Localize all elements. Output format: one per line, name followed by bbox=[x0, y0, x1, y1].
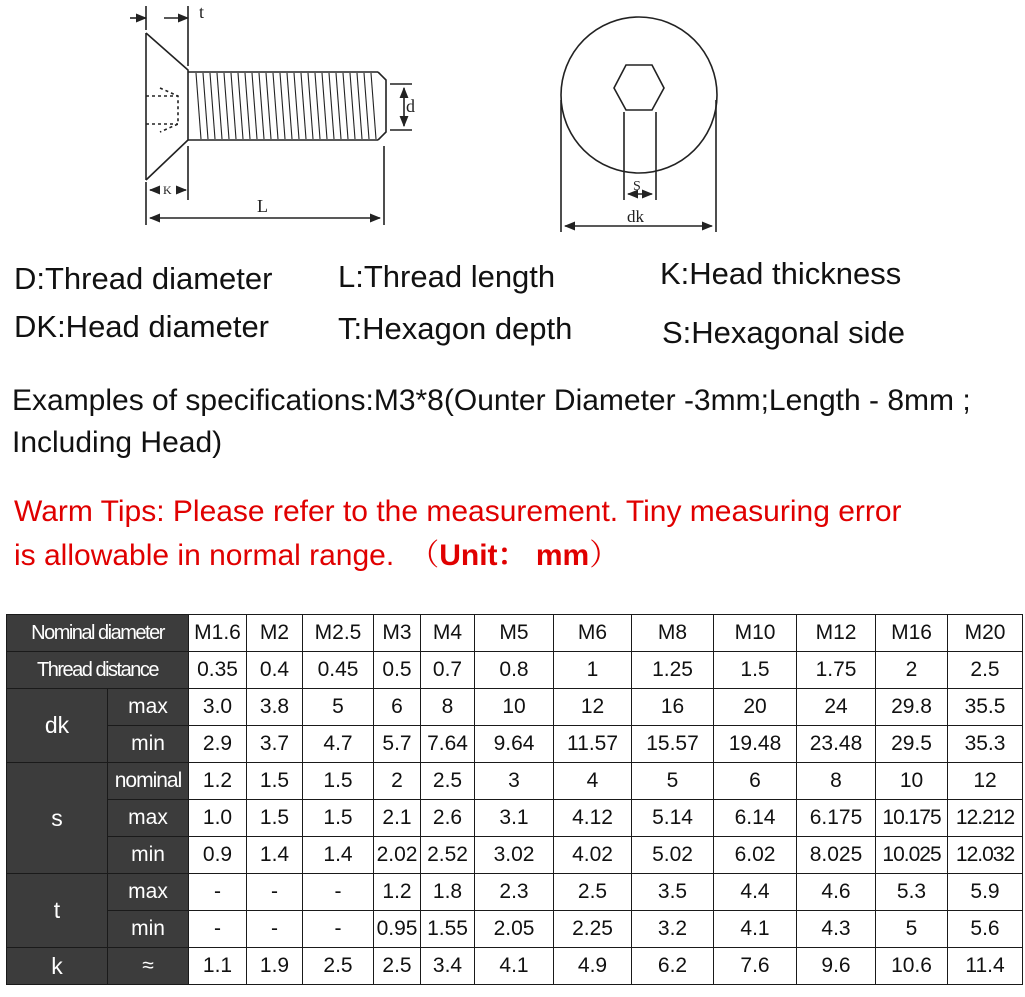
thread-crest-line bbox=[217, 73, 222, 139]
table-row bbox=[7, 726, 1023, 763]
table-cell: 3.5 bbox=[632, 874, 714, 911]
table-cell: 0.4 bbox=[247, 652, 303, 689]
table-cell: 6 bbox=[714, 763, 797, 800]
table-cell: 1.9 bbox=[247, 948, 303, 985]
table-cell: 0.35 bbox=[189, 652, 247, 689]
table-cell: - bbox=[189, 911, 247, 948]
table-cell: 35.5 bbox=[948, 689, 1023, 726]
legend-head-thickness: K:Head thickness bbox=[660, 256, 902, 291]
thread-crest-line bbox=[196, 73, 201, 139]
table-cell: 2.5 bbox=[948, 652, 1023, 689]
d-dim-label: d bbox=[406, 96, 415, 116]
table-cell: 4.1 bbox=[714, 911, 797, 948]
thread-crest-line bbox=[322, 73, 327, 139]
thread-crest-line bbox=[210, 73, 215, 139]
thread-crest-line bbox=[357, 73, 362, 139]
table-cell: 1 bbox=[554, 652, 632, 689]
legend-head-diameter: DK:Head diameter bbox=[14, 309, 270, 344]
size-header-cell: M12 bbox=[797, 615, 876, 652]
size-header-cell: M2 bbox=[247, 615, 303, 652]
table-row bbox=[7, 874, 1023, 911]
table-cell: 2.5 bbox=[554, 874, 632, 911]
table-cell: 3.8 bbox=[247, 689, 303, 726]
size-header-cell: M2.5 bbox=[303, 615, 374, 652]
tips-line-2-text: is allowable in normal range. （ bbox=[14, 539, 440, 572]
table-cell: 2.25 bbox=[554, 911, 632, 948]
table-cell: 10.6 bbox=[876, 948, 948, 985]
table-row bbox=[7, 837, 1023, 874]
legend-hexagon-depth: T:Hexagon depth bbox=[338, 311, 573, 346]
table-cell: 0.8 bbox=[475, 652, 554, 689]
thread-crest-line bbox=[259, 73, 264, 139]
thread-crest-line bbox=[315, 73, 320, 139]
thread-crest-line bbox=[329, 73, 334, 139]
thread-crest-line bbox=[336, 73, 341, 139]
tips-line-1: Warm Tips: Please refer to the measurement. Tiny measuring error bbox=[14, 495, 902, 528]
table-row bbox=[7, 911, 1023, 948]
table-cell: 1.4 bbox=[303, 837, 374, 874]
table-cell: 0.7 bbox=[421, 652, 475, 689]
table-cell: 3 bbox=[475, 763, 554, 800]
table-cell: 8 bbox=[421, 689, 475, 726]
table-cell: 5.3 bbox=[876, 874, 948, 911]
size-header-cell: M8 bbox=[632, 615, 714, 652]
group-header-cell: t bbox=[7, 874, 108, 948]
thread-crest-line bbox=[238, 73, 243, 139]
size-header-cell: M5 bbox=[475, 615, 554, 652]
size-header-cell: M16 bbox=[876, 615, 948, 652]
table-cell: 6 bbox=[374, 689, 421, 726]
table-cell: 0.9 bbox=[189, 837, 247, 874]
table-cell: - bbox=[247, 874, 303, 911]
table-cell: 11.4 bbox=[948, 948, 1023, 985]
thread-crest-line bbox=[231, 73, 236, 139]
table-cell: 1.8 bbox=[421, 874, 475, 911]
sub-header-cell: ≈ bbox=[108, 948, 189, 985]
table-cell: 5 bbox=[632, 763, 714, 800]
size-header-cell: M1.6 bbox=[189, 615, 247, 652]
k-dim-label: K bbox=[163, 183, 172, 197]
table-cell: 1.0 bbox=[189, 800, 247, 837]
table-cell: 9.6 bbox=[797, 948, 876, 985]
table-cell: 8.025 bbox=[797, 837, 876, 874]
table-cell: 0.5 bbox=[374, 652, 421, 689]
size-header-cell: M10 bbox=[714, 615, 797, 652]
thread-crest-line bbox=[280, 73, 285, 139]
table-cell: 1.1 bbox=[189, 948, 247, 985]
thread-crest-line bbox=[203, 73, 208, 139]
table-cell: 9.64 bbox=[475, 726, 554, 763]
table-cell: 2.52 bbox=[421, 837, 475, 874]
table-cell: 1.55 bbox=[421, 911, 475, 948]
example-line-2: Including Head) bbox=[12, 426, 223, 459]
table-cell: 0.95 bbox=[374, 911, 421, 948]
table-row bbox=[7, 800, 1023, 837]
table-cell: 1.4 bbox=[247, 837, 303, 874]
table-row bbox=[7, 948, 1023, 985]
end-view bbox=[561, 17, 717, 232]
table-cell: 4.4 bbox=[714, 874, 797, 911]
table-cell: 3.7 bbox=[247, 726, 303, 763]
table-cell: 2.1 bbox=[374, 800, 421, 837]
thread-crest-line bbox=[273, 73, 278, 139]
table-cell: 7.6 bbox=[714, 948, 797, 985]
table-cell: 2.6 bbox=[421, 800, 475, 837]
table-cell: - bbox=[303, 911, 374, 948]
table-cell: 2 bbox=[374, 763, 421, 800]
screw-technical-drawing bbox=[0, 0, 1025, 250]
sub-header-cell: max bbox=[108, 689, 189, 726]
sub-header-cell: min bbox=[108, 837, 189, 874]
size-header-cell: M20 bbox=[948, 615, 1023, 652]
table-cell: 11.57 bbox=[554, 726, 632, 763]
sub-header-cell: nominal bbox=[108, 763, 189, 800]
tips-line-2-close: ） bbox=[589, 539, 620, 572]
table-cell: 2.5 bbox=[421, 763, 475, 800]
tips-line-2 bbox=[14, 534, 1014, 578]
table-row bbox=[7, 689, 1023, 726]
table-cell: 5.02 bbox=[632, 837, 714, 874]
thread-crest-line bbox=[287, 73, 292, 139]
table-cell: 19.48 bbox=[714, 726, 797, 763]
specification-table bbox=[6, 614, 1023, 985]
table-cell: 10 bbox=[475, 689, 554, 726]
specification-example bbox=[12, 380, 1012, 464]
table-cell: 2.9 bbox=[189, 726, 247, 763]
table-cell: 35.3 bbox=[948, 726, 1023, 763]
table-cell: 3.0 bbox=[189, 689, 247, 726]
group-header-cell: dk bbox=[7, 689, 108, 763]
table-cell: 1.5 bbox=[247, 800, 303, 837]
group-header-cell: s bbox=[7, 763, 108, 874]
table-cell: 2.05 bbox=[475, 911, 554, 948]
size-header-cell: M4 bbox=[421, 615, 475, 652]
table-row bbox=[7, 763, 1023, 800]
legend-hexagonal-side: S:Hexagonal side bbox=[662, 315, 905, 350]
thread-crest-line bbox=[266, 73, 271, 139]
table-cell: 3.4 bbox=[421, 948, 475, 985]
table-cell: 10.025 bbox=[876, 837, 948, 874]
table-cell: 16 bbox=[632, 689, 714, 726]
table-cell: 10.175 bbox=[876, 800, 948, 837]
table-cell: 2.02 bbox=[374, 837, 421, 874]
size-header-cell: M3 bbox=[374, 615, 421, 652]
l-dim-label: L bbox=[257, 196, 268, 216]
table-cell: 2.5 bbox=[374, 948, 421, 985]
dk-dim-label: dk bbox=[627, 207, 644, 226]
thread-distance-header: Thread distance bbox=[7, 652, 189, 689]
table-cell: 5.7 bbox=[374, 726, 421, 763]
table-cell: 5.14 bbox=[632, 800, 714, 837]
s-dim-label: S bbox=[633, 179, 641, 194]
table-cell: 4 bbox=[554, 763, 632, 800]
table-cell: 20 bbox=[714, 689, 797, 726]
table-cell: 5 bbox=[876, 911, 948, 948]
table-cell: 2.5 bbox=[303, 948, 374, 985]
legend-thread-diameter: D:Thread diameter bbox=[14, 261, 273, 296]
table-cell: 8 bbox=[797, 763, 876, 800]
table-cell: 6.02 bbox=[714, 837, 797, 874]
table-cell: - bbox=[247, 911, 303, 948]
thread-crest-line bbox=[371, 73, 376, 139]
thread-crest-line bbox=[224, 73, 229, 139]
table-cell: 4.3 bbox=[797, 911, 876, 948]
unit-label: Unit： mm bbox=[439, 539, 590, 572]
table-cell: 2 bbox=[876, 652, 948, 689]
table-cell: 24 bbox=[797, 689, 876, 726]
table-cell: 2.3 bbox=[475, 874, 554, 911]
table-cell: 1.75 bbox=[797, 652, 876, 689]
table-cell: 12 bbox=[948, 763, 1023, 800]
table-cell: 4.7 bbox=[303, 726, 374, 763]
thread-crest-line bbox=[294, 73, 299, 139]
t-dim-label: t bbox=[199, 2, 205, 22]
thread-crest-line bbox=[364, 73, 369, 139]
table-cell: 29.8 bbox=[876, 689, 948, 726]
table-cell: 4.12 bbox=[554, 800, 632, 837]
table-cell: 4.1 bbox=[475, 948, 554, 985]
table-cell: 3.02 bbox=[475, 837, 554, 874]
thread-crest-line bbox=[252, 73, 257, 139]
table-cell: 23.48 bbox=[797, 726, 876, 763]
table-cell: 29.5 bbox=[876, 726, 948, 763]
table-cell: 3.2 bbox=[632, 911, 714, 948]
table-cell: 5.6 bbox=[948, 911, 1023, 948]
table-cell: 4.9 bbox=[554, 948, 632, 985]
table-cell: 3.1 bbox=[475, 800, 554, 837]
example-line-1: Examples of specifications:M3*8(Ounter Diameter -3mm;Length - 8mm ; bbox=[12, 384, 971, 417]
table-cell: 12 bbox=[554, 689, 632, 726]
table-cell: 1.2 bbox=[189, 763, 247, 800]
sub-header-cell: max bbox=[108, 874, 189, 911]
table-header-row bbox=[7, 615, 1023, 652]
table-cell: 7.64 bbox=[421, 726, 475, 763]
table-cell: - bbox=[189, 874, 247, 911]
table-cell: 5 bbox=[303, 689, 374, 726]
table-cell: 10 bbox=[876, 763, 948, 800]
sub-header-cell: max bbox=[108, 800, 189, 837]
side-view bbox=[130, 6, 412, 225]
sub-header-cell: min bbox=[108, 726, 189, 763]
group-header-cell: k bbox=[7, 948, 108, 985]
table-cell: 1.2 bbox=[374, 874, 421, 911]
table-cell: - bbox=[303, 874, 374, 911]
table-cell: 1.5 bbox=[714, 652, 797, 689]
table-cell: 4.6 bbox=[797, 874, 876, 911]
nominal-diameter-header: Nominal diameter bbox=[7, 615, 189, 652]
legend-thread-length: L:Thread length bbox=[338, 259, 556, 294]
warm-tips bbox=[14, 490, 1014, 578]
size-header-cell: M6 bbox=[554, 615, 632, 652]
thread-crest-line bbox=[308, 73, 313, 139]
table-cell: 0.45 bbox=[303, 652, 374, 689]
thread-crest-line bbox=[343, 73, 348, 139]
table-cell: 5.9 bbox=[948, 874, 1023, 911]
thread-crest-line bbox=[301, 73, 306, 139]
table-cell: 15.57 bbox=[632, 726, 714, 763]
table-cell: 6.175 bbox=[797, 800, 876, 837]
table-cell: 12.212 bbox=[948, 800, 1023, 837]
table-cell: 1.25 bbox=[632, 652, 714, 689]
table-cell: 1.5 bbox=[303, 763, 374, 800]
table-cell: 6.2 bbox=[632, 948, 714, 985]
thread-crest-line bbox=[350, 73, 355, 139]
table-cell: 12.032 bbox=[948, 837, 1023, 874]
table-row bbox=[7, 652, 1023, 689]
sub-header-cell: min bbox=[108, 911, 189, 948]
table-cell: 4.02 bbox=[554, 837, 632, 874]
table-cell: 6.14 bbox=[714, 800, 797, 837]
thread-crest-line bbox=[245, 73, 250, 139]
thread-lines bbox=[196, 73, 376, 139]
table-cell: 1.5 bbox=[247, 763, 303, 800]
table-cell: 1.5 bbox=[303, 800, 374, 837]
